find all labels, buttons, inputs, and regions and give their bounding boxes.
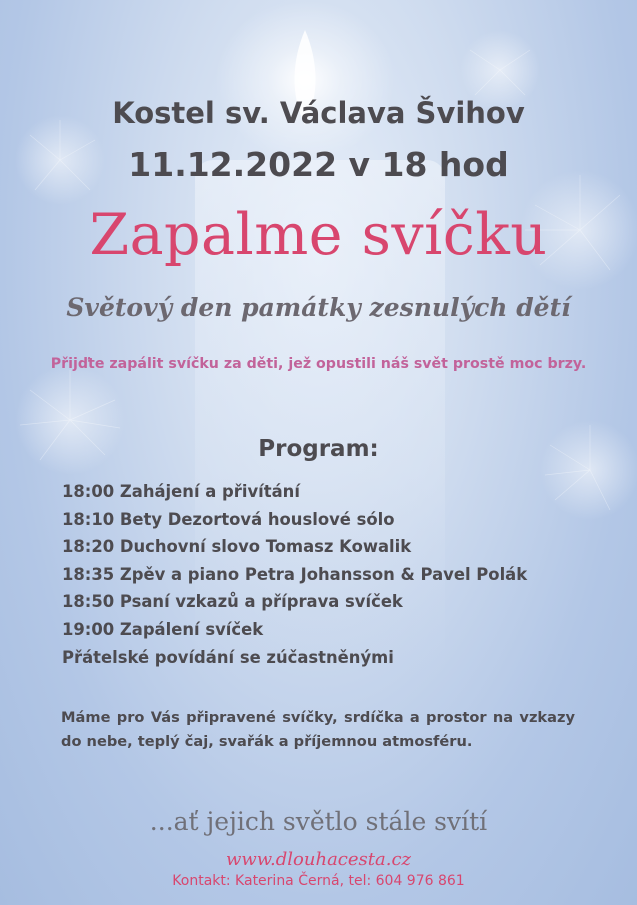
program-item: Přátelské povídání se zúčastněnými: [62, 647, 394, 667]
program-item: 18:20 Duchovní slovo Tomasz Kowalik: [62, 537, 412, 557]
program-item: 19:00 Zapálení svíček: [62, 619, 264, 639]
program-list: [62, 478, 527, 671]
program-item: 18:10 Bety Dezortová houslové sólo: [62, 509, 395, 529]
program-item: 18:00 Zahájení a přivítání: [62, 482, 300, 501]
contact-info: Kontakt: Katerina Černá, tel: 604 976 861: [172, 873, 465, 889]
website-link[interactable]: www.dlouhacesta.cz: [225, 849, 412, 870]
event-datetime: 11.12.2022 v 18 hod: [128, 145, 509, 184]
poster-title: Zapalme svíčku: [89, 202, 548, 268]
closing-tagline: ...ať jejich světlo stále svítí: [149, 807, 488, 836]
invitation-text: Přijďte zapálit svíčku za děti, jež opustili náš svět prostě moc brzy.: [50, 356, 587, 372]
amenities-note: Máme pro Vás připravené svíčky, srdíčka a prostor na vzkazy do nebe, teplý čaj, svařák a příjemnou atmosféru.: [61, 709, 575, 750]
program-item: 18:35 Zpěv a piano Petra Johansson & Pavel Polák: [62, 564, 528, 584]
program-item: 18:50 Psaní vzkazů a příprava svíček: [62, 592, 403, 612]
program-heading: Program:: [258, 436, 379, 462]
poster-subtitle: Světový den památky zesnulých dětí: [66, 293, 571, 322]
venue-heading: Kostel sv. Václava Švihov: [112, 96, 525, 130]
